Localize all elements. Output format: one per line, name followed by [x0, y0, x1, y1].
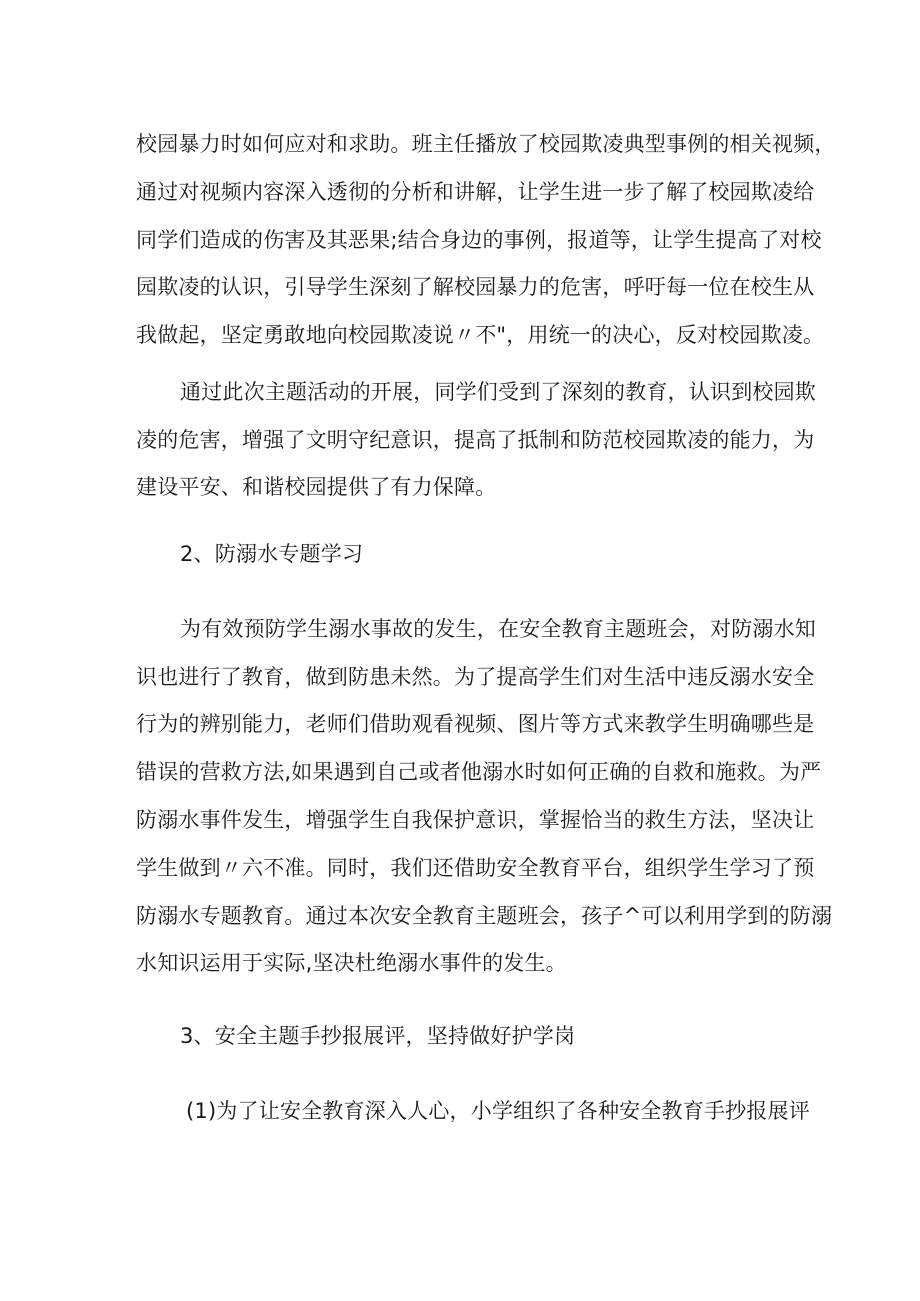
- text-line: 校园暴力时如何应对和求助。班主任播放了校园欺凌典型事例的相关视频，: [136, 132, 836, 156]
- text-line: 通过对视频内容深入透彻的分析和讲解，让学生进一步了解了校园欺凌给: [136, 180, 815, 204]
- section-heading-3: 3、安全主题手抄报展评，坚持做好护学岗: [180, 1024, 576, 1048]
- text-line: 建设平安、和谐校园提供了有力保障。: [136, 475, 497, 499]
- text-line: (1)为了让安全教育深入人心，小学组织了各种安全教育手抄报展评: [186, 1099, 810, 1123]
- text-line: 为有效预防学生溺水事故的发生，在安全教育主题班会，对防溺水知: [180, 617, 816, 641]
- text-line: 错误的营救方法,如果遇到自己或者他溺水时如何正确的自救和施救。为严: [136, 760, 822, 784]
- text-line: 识也进行了教育，做到防患未然。为了提高学生们对生活中违反溺水安全: [136, 665, 815, 689]
- text-line: 我做起，坚定勇敢地向校园欺凌说〃不"，用统一的决心，反对校园欺凌。: [136, 323, 825, 347]
- text-line: 通过此次主题活动的开展，同学们受到了深刻的教育，认识到校园欺: [180, 380, 816, 404]
- text-line: 园欺凌的认识，引导学生深刻了解校园暴力的危害，呼吁每一位在校生从: [136, 275, 815, 299]
- text-line: 同学们造成的伤害及其恶果;结合身边的事例，报道等，让学生提高了对校: [136, 228, 822, 252]
- text-line: 凌的危害，增强了文明守纪意识，提高了抵制和防范校园欺凌的能力，为: [136, 428, 815, 452]
- text-line: 防溺水事件发生，增强学生自我保护意识，掌握恰当的救生方法，坚决让: [136, 808, 815, 832]
- text-line: 行为的辨别能力，老师们借助观看视频、图片等方式来教学生明确哪些是: [136, 712, 815, 736]
- section-heading-2: 2、防溺水专题学习: [180, 542, 364, 566]
- text-line: 水知识运用于实际,坚决杜绝溺水事件的发生。: [136, 951, 567, 975]
- text-line: 学生做到〃六不准。同时，我们还借助安全教育平台，组织学生学习了预: [136, 856, 815, 880]
- text-line: 防溺水专题教育。通过本次安全教育主题班会，孩子^可以利用学到的防溺: [136, 904, 833, 928]
